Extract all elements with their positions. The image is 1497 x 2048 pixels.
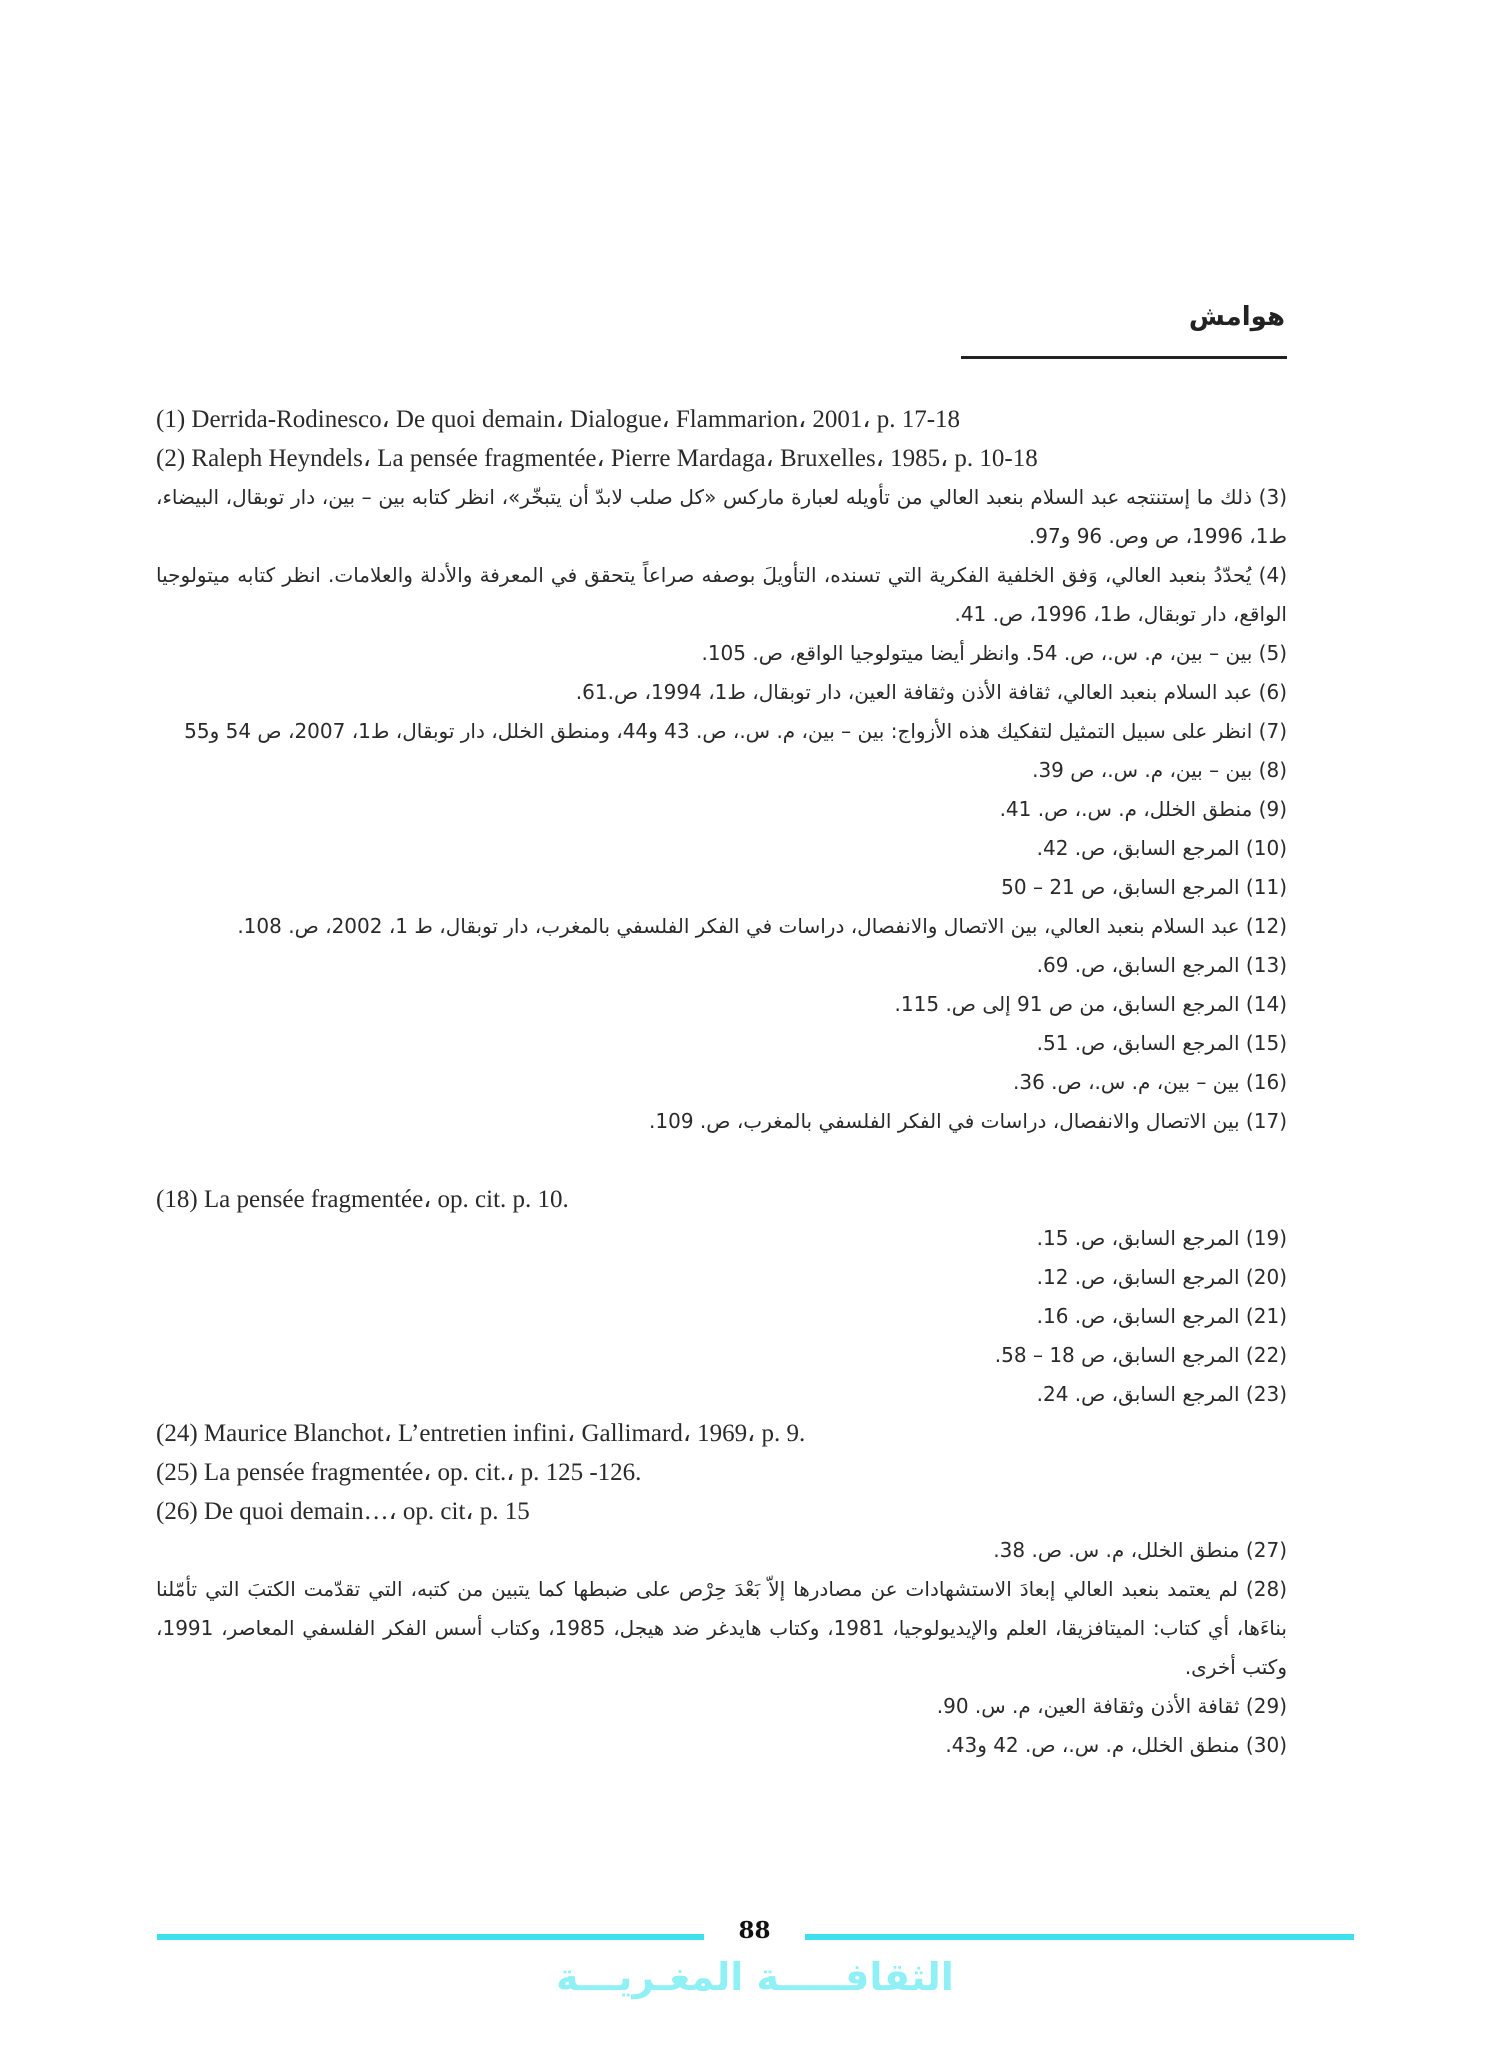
footnote: (28) لم يعتمد بنعبد العالي إبعادَ الاستشهادات عن مصادرها إلاّ بَعْدَ حِرْص على ضبطها كما يتبين من كتبه، التي تقدّمت الكتبَ التي تأمّلنا بناءَها، أي كتاب: الميتافزيقا، العلم والإيديولوجيا، 1981، وكتاب هايدغر ضد هيجل، 1985، وكتاب أسس الفكر الفلسفي المعاصر، 1991، وكتب أخرى. <box>156 1577 1287 1679</box>
footnote: (10) المرجع السابق، ص. 42. <box>1036 836 1287 860</box>
footnote: (1) Derrida-Rodinesco، De quoi demain، Dialogue، Flammarion، 2001، p. 17-18 <box>156 406 961 433</box>
footnote: (13) المرجع السابق، ص. 69. <box>1036 953 1287 977</box>
footnote: (21) المرجع السابق، ص. 16. <box>1036 1304 1287 1328</box>
footnotes-list <box>156 400 1287 1765</box>
footnote: (2) Raleph Heyndels، La pensée fragmentée، Pierre Mardaga، Bruxelles، 1985، p. 10-18 <box>156 445 1038 472</box>
footnote: (27) منطق الخلل، م. س. ص. 38. <box>993 1538 1287 1562</box>
heading-underline <box>961 356 1287 359</box>
footnote: (4) يُحدّدُ بنعبد العالي، وَفق الخلفية الفكرية التي تسنده، التأويلَ بوصفه صراعاً يتحقق في المعرفة والأدلة والعلامات. انظر كتابه ميتولوجيا الواقع، دار توبقال، ط1، 1996، ص. 41. <box>156 563 1287 626</box>
footnote: (8) بين – بين، م. س.، ص 39. <box>1032 758 1287 782</box>
footnote: (17) بين الاتصال والانفصال، دراسات في الفكر الفلسفي بالمغرب، ص. 109. <box>649 1109 1287 1133</box>
footnote: (11) المرجع السابق، ص 21 – 50 <box>1001 875 1287 899</box>
footnote: (25) La pensée fragmentée، op. cit.، p. 125 -126. <box>156 1459 642 1486</box>
footnote: (26) De quoi demain…، op. cit، p. 15 <box>156 1498 530 1525</box>
footnote: (3) ذلك ما إستنتجه عبد السلام بنعبد العالي من تأويله لعبارة ماركس «كل صلب لابدّ أن يتبخّر»، انظر كتابه بين – بين، دار توبقال، البيضاء، ط1، 1996، ص وص. 96 و97. <box>156 485 1287 548</box>
page-number: 88 <box>738 1917 771 1944</box>
section-heading: هوامش <box>1188 302 1285 332</box>
footnote: (20) المرجع السابق، ص. 12. <box>1036 1265 1287 1289</box>
footnote: (5) بين – بين، م. س.، ص. 54. وانظر أيضا ميتولوجيا الواقع، ص. 105. <box>701 641 1287 665</box>
footnote: (6) عبد السلام بنعبد العالي، ثقافة الأذن وثقافة العين، دار توبقال، ط1، 1994، ص.61. <box>575 680 1287 704</box>
magazine-logo: الثقافـــــة المغـريـــة <box>556 1955 954 1999</box>
footnote: (22) المرجع السابق، ص 18 – 58. <box>994 1343 1287 1367</box>
footnote: (15) المرجع السابق، ص. 51. <box>1036 1031 1287 1055</box>
footer-rule-left <box>157 1934 704 1940</box>
footnote: (9) منطق الخلل، م. س.، ص. 41. <box>999 797 1287 821</box>
footnote: (14) المرجع السابق، من ص 91 إلى ص. 115. <box>894 992 1287 1016</box>
footnote: (18) La pensée fragmentée، op. cit. p. 10. <box>156 1186 569 1213</box>
footnote: (19) المرجع السابق، ص. 15. <box>1036 1226 1287 1250</box>
footnote: (23) المرجع السابق، ص. 24. <box>1036 1382 1287 1406</box>
footer-rule-right <box>805 1934 1354 1940</box>
footnote: (7) انظر على سبيل التمثيل لتفكيك هذه الأزواج: بين – بين، م. س.، ص. 43 و44، ومنطق الخلل، دار توبقال، ط1، 2007، ص 54 و55 <box>184 719 1287 743</box>
footnote: (30) منطق الخلل، م. س.، ص. 42 و43. <box>945 1733 1287 1757</box>
footnote: (29) ثقافة الأذن وثقافة العين، م. س. 90. <box>936 1694 1287 1718</box>
footnote: (16) بين – بين، م. س.، ص. 36. <box>1013 1070 1287 1094</box>
footnote: (12) عبد السلام بنعبد العالي، بين الاتصال والانفصال، دراسات في الفكر الفلسفي بالمغرب، دار توبقال، ط 1، 2002، ص. 108. <box>237 914 1287 938</box>
footnote: (24) Maurice Blanchot، L’entretien infini، Gallimard، 1969، p. 9. <box>156 1420 806 1447</box>
